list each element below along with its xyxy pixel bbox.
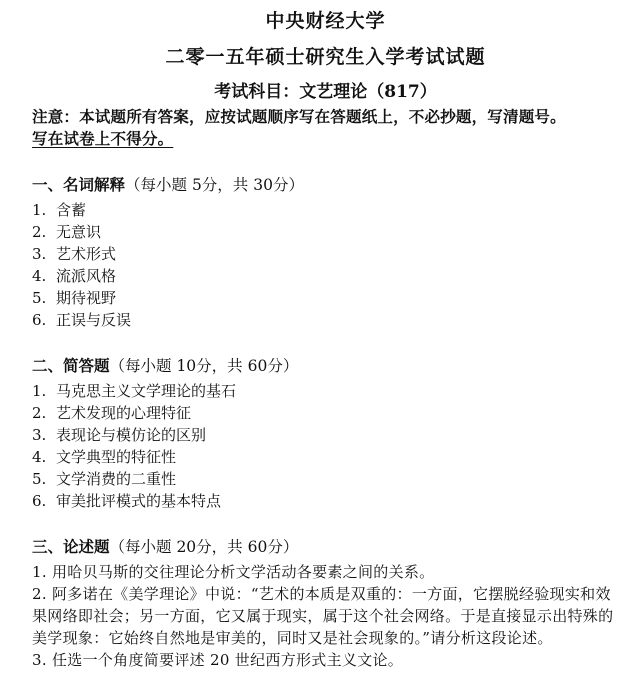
item-text: 马克思主义文学理论的基石 [56, 382, 237, 400]
item-number: 6. [32, 311, 47, 329]
item-text: 含蓄 [56, 201, 87, 219]
university-name: 中央财经大学 [265, 10, 386, 32]
list-item [32, 243, 619, 265]
section-title: 一、名词解释 [32, 175, 126, 194]
item-number: 5. [32, 470, 47, 488]
notice [32, 106, 619, 150]
item-text: 艺术形式 [56, 245, 117, 263]
section-definitions [32, 174, 619, 331]
item-number: 6. [32, 492, 47, 510]
list-item [32, 446, 619, 468]
list-item [32, 221, 619, 243]
list-item [32, 199, 619, 221]
section-heading [32, 355, 619, 377]
section-scoring: （每小题 5分，共 30分） [125, 176, 304, 194]
item-text: 无意识 [56, 223, 102, 241]
item-number: 4. [32, 448, 47, 466]
essay-question: 2. 阿多诺在《美学理论》中说：“艺术的本质是双重的：一方面，它摆脱经验现实和效果网络即社会；另一方面，它又属于现实，属于这个社会网络。于是直接显示出特殊的美学现象：它始终自然地是审美的，同时又是社会现象的。”请分析这段论述。 [32, 585, 614, 647]
essay-question: 3. 任选一个角度简要评述 20 世纪西方形式主义文论。 [32, 651, 404, 669]
item-text: 艺术发现的心理特征 [56, 404, 192, 422]
section-heading [32, 174, 619, 196]
item-number: 2. [32, 404, 47, 422]
item-number: 1. [32, 201, 47, 219]
essay-question: 1. 用哈贝马斯的交往理论分析文学活动各要素之间的关系。 [32, 563, 435, 581]
item-text: 期待视野 [56, 289, 117, 307]
section-scoring: （每小题 20分，共 60分） [109, 538, 299, 556]
item-number: 1. [32, 382, 47, 400]
list-item [32, 468, 619, 490]
item-number: 5. [32, 289, 47, 307]
section-heading [32, 536, 619, 558]
list-item [32, 380, 619, 402]
item-text: 文学消费的二重性 [56, 470, 177, 488]
notice-underlined: 写在试卷上不得分。 [32, 129, 174, 148]
list-item [32, 287, 619, 309]
list-item [32, 490, 619, 512]
section-title: 二、简答题 [32, 356, 110, 375]
list-item [32, 424, 619, 446]
list-item [32, 265, 619, 287]
section-title: 三、论述题 [32, 537, 110, 556]
item-text: 表现论与模仿论的区别 [56, 426, 207, 444]
section-essay [32, 536, 619, 671]
list-item [32, 309, 619, 331]
item-text: 审美批评模式的基本特点 [56, 492, 222, 510]
item-text: 文学典型的特征性 [56, 448, 177, 466]
section-scoring: （每小题 10分，共 60分） [109, 357, 299, 375]
title-block [32, 10, 619, 103]
list-item [32, 402, 619, 424]
item-text: 流派风格 [56, 267, 117, 285]
item-number: 3. [32, 245, 47, 263]
item-number: 4. [32, 267, 47, 285]
item-number: 2. [32, 223, 47, 241]
section-short-answer [32, 355, 619, 512]
exam-subject: 考试科目：文艺理论（817） [214, 82, 437, 102]
notice-text: 注意：本试题所有答案，应按试题顺序写在答题纸上，不必抄题，写清题号。 [32, 107, 566, 126]
item-text: 正误与反误 [56, 311, 132, 329]
exam-title: 二零一五年硕士研究生入学考试试题 [165, 46, 486, 68]
item-number: 3. [32, 426, 47, 444]
